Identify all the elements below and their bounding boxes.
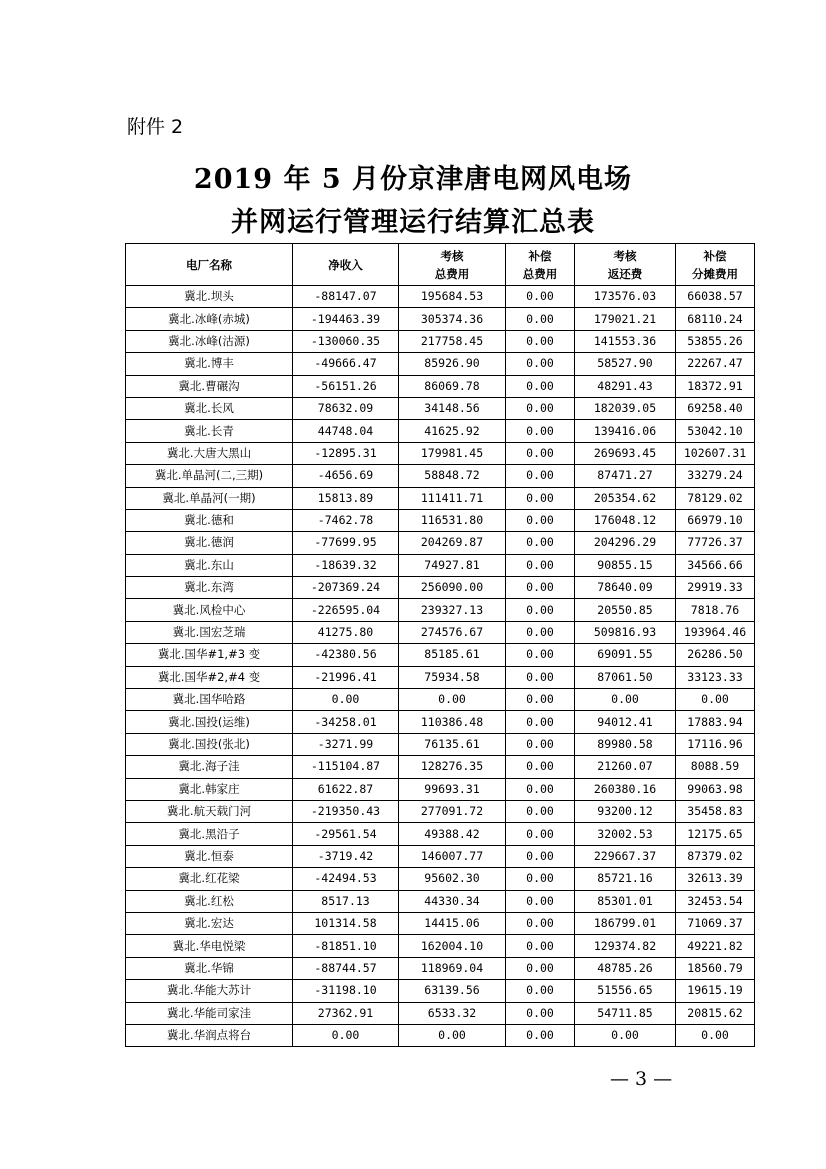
column-header-plant-name bbox=[126, 244, 293, 286]
document-title-line1: 2019 年 5 月份京津唐电网风电场 bbox=[193, 164, 633, 195]
cell-assessment-total: 217758.45 bbox=[399, 330, 506, 352]
cell-compensation-total: 0.00 bbox=[506, 554, 575, 576]
cell-net-income: -21996.41 bbox=[293, 666, 399, 688]
cell-net-income: 27362.91 bbox=[293, 1002, 399, 1024]
cell-assessment-total: 58848.72 bbox=[399, 465, 506, 487]
cell-plant-name: 冀北.博丰 bbox=[126, 353, 293, 375]
cell-plant-name: 冀北.冰峰(赤城) bbox=[126, 308, 293, 330]
cell-compensation-total: 0.00 bbox=[506, 397, 575, 419]
cell-net-income: -18639.32 bbox=[293, 554, 399, 576]
cell-assessment-total: 34148.56 bbox=[399, 397, 506, 419]
cell-compensation-share: 19615.19 bbox=[676, 980, 755, 1002]
cell-assessment-refund: 509816.93 bbox=[575, 621, 676, 643]
cell-compensation-share: 0.00 bbox=[676, 689, 755, 711]
table-row bbox=[126, 733, 755, 755]
cell-plant-name: 冀北.曹碾沟 bbox=[126, 375, 293, 397]
column-header-compensation-total bbox=[506, 244, 575, 286]
cell-assessment-total: 74927.81 bbox=[399, 554, 506, 576]
cell-plant-name: 冀北.国投(张北) bbox=[126, 733, 293, 755]
table-row bbox=[126, 599, 755, 621]
cell-compensation-share: 35458.83 bbox=[676, 800, 755, 822]
cell-net-income: -49666.47 bbox=[293, 353, 399, 375]
table-row bbox=[126, 330, 755, 352]
cell-assessment-total: 118969.04 bbox=[399, 957, 506, 979]
cell-plant-name: 冀北.航天载门河 bbox=[126, 800, 293, 822]
cell-net-income: -29561.54 bbox=[293, 823, 399, 845]
table-row bbox=[126, 308, 755, 330]
cell-assessment-total: 277091.72 bbox=[399, 800, 506, 822]
cell-compensation-share: 0.00 bbox=[676, 1024, 755, 1046]
cell-assessment-refund: 204296.29 bbox=[575, 532, 676, 554]
cell-compensation-total: 0.00 bbox=[506, 375, 575, 397]
cell-assessment-refund: 269693.45 bbox=[575, 442, 676, 464]
column-header-line1: 补偿 bbox=[703, 248, 727, 263]
cell-net-income: -130060.35 bbox=[293, 330, 399, 352]
table-row bbox=[126, 957, 755, 979]
cell-compensation-total: 0.00 bbox=[506, 935, 575, 957]
cell-compensation-share: 17883.94 bbox=[676, 711, 755, 733]
cell-compensation-share: 32613.39 bbox=[676, 868, 755, 890]
cell-assessment-total: 204269.87 bbox=[399, 532, 506, 554]
cell-assessment-refund: 260380.16 bbox=[575, 778, 676, 800]
cell-assessment-total: 85926.90 bbox=[399, 353, 506, 375]
cell-compensation-total: 0.00 bbox=[506, 689, 575, 711]
cell-net-income: -88744.57 bbox=[293, 957, 399, 979]
cell-plant-name: 冀北.德和 bbox=[126, 509, 293, 531]
table-row bbox=[126, 577, 755, 599]
cell-assessment-refund: 186799.01 bbox=[575, 912, 676, 934]
cell-assessment-total: 116531.80 bbox=[399, 509, 506, 531]
cell-assessment-total: 110386.48 bbox=[399, 711, 506, 733]
cell-compensation-share: 26286.50 bbox=[676, 644, 755, 666]
cell-assessment-refund: 90855.15 bbox=[575, 554, 676, 576]
cell-net-income: 41275.80 bbox=[293, 621, 399, 643]
table-row bbox=[126, 487, 755, 509]
cell-assessment-refund: 78640.09 bbox=[575, 577, 676, 599]
cell-net-income: -4656.69 bbox=[293, 465, 399, 487]
cell-compensation-share: 20815.62 bbox=[676, 1002, 755, 1024]
cell-compensation-share: 8088.59 bbox=[676, 756, 755, 778]
cell-net-income: -42380.56 bbox=[293, 644, 399, 666]
cell-compensation-total: 0.00 bbox=[506, 1024, 575, 1046]
cell-net-income: -81851.10 bbox=[293, 935, 399, 957]
cell-assessment-refund: 141553.36 bbox=[575, 330, 676, 352]
cell-net-income: -115104.87 bbox=[293, 756, 399, 778]
cell-compensation-total: 0.00 bbox=[506, 487, 575, 509]
cell-compensation-share: 78129.02 bbox=[676, 487, 755, 509]
cell-compensation-share: 69258.40 bbox=[676, 397, 755, 419]
table-row bbox=[126, 442, 755, 464]
cell-assessment-refund: 89980.58 bbox=[575, 733, 676, 755]
table-row bbox=[126, 644, 755, 666]
cell-plant-name: 冀北.红花梁 bbox=[126, 868, 293, 890]
table-row bbox=[126, 1002, 755, 1024]
cell-compensation-share: 49221.82 bbox=[676, 935, 755, 957]
table-row bbox=[126, 465, 755, 487]
cell-plant-name: 冀北.长风 bbox=[126, 397, 293, 419]
cell-assessment-total: 256090.00 bbox=[399, 577, 506, 599]
cell-compensation-share: 99063.98 bbox=[676, 778, 755, 800]
table-row bbox=[126, 890, 755, 912]
cell-plant-name: 冀北.宏达 bbox=[126, 912, 293, 934]
cell-assessment-refund: 129374.82 bbox=[575, 935, 676, 957]
column-header-assessment-total bbox=[399, 244, 506, 286]
cell-compensation-share: 22267.47 bbox=[676, 353, 755, 375]
table-row bbox=[126, 420, 755, 442]
cell-net-income: -3719.42 bbox=[293, 845, 399, 867]
cell-plant-name: 冀北.华润点将台 bbox=[126, 1024, 293, 1046]
cell-compensation-total: 0.00 bbox=[506, 644, 575, 666]
cell-net-income: 15813.89 bbox=[293, 487, 399, 509]
cell-assessment-refund: 93200.12 bbox=[575, 800, 676, 822]
cell-plant-name: 冀北.国投(运维) bbox=[126, 711, 293, 733]
cell-assessment-total: 128276.35 bbox=[399, 756, 506, 778]
cell-compensation-total: 0.00 bbox=[506, 733, 575, 755]
cell-plant-name: 冀北.国华#2,#4 变 bbox=[126, 666, 293, 688]
cell-compensation-share: 34566.66 bbox=[676, 554, 755, 576]
cell-assessment-total: 0.00 bbox=[399, 689, 506, 711]
column-header-line1: 净收入 bbox=[328, 257, 363, 272]
column-header-line1: 补偿 bbox=[528, 248, 552, 263]
cell-compensation-total: 0.00 bbox=[506, 353, 575, 375]
cell-assessment-refund: 32002.53 bbox=[575, 823, 676, 845]
table-row bbox=[126, 554, 755, 576]
attachment-label: 附件 2 bbox=[127, 116, 184, 138]
column-header-line1: 电厂名称 bbox=[186, 257, 232, 272]
cell-plant-name: 冀北.冰峰(沽源) bbox=[126, 330, 293, 352]
cell-compensation-total: 0.00 bbox=[506, 845, 575, 867]
column-header-line2: 返还费 bbox=[607, 266, 643, 281]
cell-net-income: 0.00 bbox=[293, 1024, 399, 1046]
cell-net-income: -194463.39 bbox=[293, 308, 399, 330]
cell-assessment-total: 85185.61 bbox=[399, 644, 506, 666]
cell-plant-name: 冀北.国华哈路 bbox=[126, 689, 293, 711]
cell-assessment-refund: 87061.50 bbox=[575, 666, 676, 688]
cell-assessment-refund: 0.00 bbox=[575, 689, 676, 711]
cell-compensation-share: 53042.10 bbox=[676, 420, 755, 442]
column-header-compensation-share bbox=[676, 244, 755, 286]
column-header-line2: 总费用 bbox=[522, 266, 558, 281]
cell-plant-name: 冀北.东湾 bbox=[126, 577, 293, 599]
cell-plant-name: 冀北.韩家庄 bbox=[126, 778, 293, 800]
cell-net-income: -226595.04 bbox=[293, 599, 399, 621]
column-header-line2: 分摊费用 bbox=[692, 266, 738, 281]
cell-compensation-share: 66038.57 bbox=[676, 286, 755, 308]
cell-compensation-total: 0.00 bbox=[506, 868, 575, 890]
column-header-net-income bbox=[293, 244, 399, 286]
cell-compensation-share: 71069.37 bbox=[676, 912, 755, 934]
cell-compensation-share: 18372.91 bbox=[676, 375, 755, 397]
cell-plant-name: 冀北.华能大苏计 bbox=[126, 980, 293, 1002]
table-row bbox=[126, 980, 755, 1002]
cell-net-income: -77699.95 bbox=[293, 532, 399, 554]
cell-compensation-share: 68110.24 bbox=[676, 308, 755, 330]
cell-compensation-share: 18560.79 bbox=[676, 957, 755, 979]
cell-assessment-refund: 205354.62 bbox=[575, 487, 676, 509]
cell-compensation-total: 0.00 bbox=[506, 823, 575, 845]
cell-assessment-total: 179981.45 bbox=[399, 442, 506, 464]
cell-compensation-share: 87379.02 bbox=[676, 845, 755, 867]
cell-net-income: -219350.43 bbox=[293, 800, 399, 822]
cell-assessment-refund: 20550.85 bbox=[575, 599, 676, 621]
cell-assessment-refund: 54711.85 bbox=[575, 1002, 676, 1024]
cell-assessment-refund: 48785.26 bbox=[575, 957, 676, 979]
cell-plant-name: 冀北.德润 bbox=[126, 532, 293, 554]
cell-plant-name: 冀北.恒泰 bbox=[126, 845, 293, 867]
table-row bbox=[126, 375, 755, 397]
cell-plant-name: 冀北.大唐大黑山 bbox=[126, 442, 293, 464]
cell-net-income: -207369.24 bbox=[293, 577, 399, 599]
cell-assessment-total: 195684.53 bbox=[399, 286, 506, 308]
cell-assessment-total: 111411.71 bbox=[399, 487, 506, 509]
cell-compensation-total: 0.00 bbox=[506, 330, 575, 352]
cell-assessment-total: 44330.34 bbox=[399, 890, 506, 912]
table-row bbox=[126, 1024, 755, 1046]
cell-assessment-refund: 139416.06 bbox=[575, 420, 676, 442]
table-row bbox=[126, 286, 755, 308]
cell-assessment-total: 6533.32 bbox=[399, 1002, 506, 1024]
cell-assessment-refund: 176048.12 bbox=[575, 509, 676, 531]
table-row bbox=[126, 912, 755, 934]
cell-assessment-total: 146007.77 bbox=[399, 845, 506, 867]
column-header-assessment-refund bbox=[575, 244, 676, 286]
cell-plant-name: 冀北.长青 bbox=[126, 420, 293, 442]
cell-compensation-total: 0.00 bbox=[506, 599, 575, 621]
cell-net-income: 101314.58 bbox=[293, 912, 399, 934]
cell-assessment-total: 49388.42 bbox=[399, 823, 506, 845]
cell-compensation-total: 0.00 bbox=[506, 756, 575, 778]
cell-compensation-total: 0.00 bbox=[506, 308, 575, 330]
cell-compensation-share: 66979.10 bbox=[676, 509, 755, 531]
cell-compensation-total: 0.00 bbox=[506, 980, 575, 1002]
cell-compensation-total: 0.00 bbox=[506, 420, 575, 442]
table-row bbox=[126, 353, 755, 375]
cell-assessment-refund: 182039.05 bbox=[575, 397, 676, 419]
table-row bbox=[126, 823, 755, 845]
cell-compensation-total: 0.00 bbox=[506, 778, 575, 800]
cell-compensation-total: 0.00 bbox=[506, 666, 575, 688]
cell-compensation-total: 0.00 bbox=[506, 957, 575, 979]
cell-compensation-total: 0.00 bbox=[506, 890, 575, 912]
cell-net-income: -56151.26 bbox=[293, 375, 399, 397]
cell-compensation-total: 0.00 bbox=[506, 1002, 575, 1024]
settlement-table bbox=[125, 243, 755, 1047]
cell-assessment-refund: 229667.37 bbox=[575, 845, 676, 867]
cell-plant-name: 冀北.坝头 bbox=[126, 286, 293, 308]
cell-plant-name: 冀北.风检中心 bbox=[126, 599, 293, 621]
cell-assessment-refund: 0.00 bbox=[575, 1024, 676, 1046]
cell-compensation-total: 0.00 bbox=[506, 286, 575, 308]
column-header-line2: 总费用 bbox=[434, 266, 470, 281]
cell-assessment-total: 99693.31 bbox=[399, 778, 506, 800]
cell-assessment-total: 95602.30 bbox=[399, 868, 506, 890]
cell-compensation-total: 0.00 bbox=[506, 465, 575, 487]
cell-compensation-share: 12175.65 bbox=[676, 823, 755, 845]
column-header-line1: 考核 bbox=[613, 248, 637, 263]
cell-assessment-total: 75934.58 bbox=[399, 666, 506, 688]
cell-compensation-total: 0.00 bbox=[506, 912, 575, 934]
cell-assessment-refund: 48291.43 bbox=[575, 375, 676, 397]
cell-assessment-refund: 51556.65 bbox=[575, 980, 676, 1002]
cell-plant-name: 冀北.黑沿子 bbox=[126, 823, 293, 845]
document-title-line2: 并网运行管理运行结算汇总表 bbox=[231, 207, 595, 238]
table-row bbox=[126, 800, 755, 822]
cell-plant-name: 冀北.单晶河(二,三期) bbox=[126, 465, 293, 487]
cell-compensation-share: 193964.46 bbox=[676, 621, 755, 643]
table-row bbox=[126, 868, 755, 890]
cell-compensation-total: 0.00 bbox=[506, 532, 575, 554]
cell-net-income: 0.00 bbox=[293, 689, 399, 711]
cell-compensation-total: 0.00 bbox=[506, 711, 575, 733]
cell-assessment-total: 86069.78 bbox=[399, 375, 506, 397]
table-row bbox=[126, 711, 755, 733]
cell-net-income: -12895.31 bbox=[293, 442, 399, 464]
cell-compensation-total: 0.00 bbox=[506, 800, 575, 822]
cell-assessment-total: 41625.92 bbox=[399, 420, 506, 442]
table-row bbox=[126, 509, 755, 531]
cell-assessment-refund: 94012.41 bbox=[575, 711, 676, 733]
table-row bbox=[126, 666, 755, 688]
table-row bbox=[126, 532, 755, 554]
cell-net-income: 44748.04 bbox=[293, 420, 399, 442]
cell-net-income: -34258.01 bbox=[293, 711, 399, 733]
cell-plant-name: 冀北.华电悦梁 bbox=[126, 935, 293, 957]
cell-compensation-share: 102607.31 bbox=[676, 442, 755, 464]
cell-plant-name: 冀北.国宏芝瑞 bbox=[126, 621, 293, 643]
cell-assessment-total: 63139.56 bbox=[399, 980, 506, 1002]
cell-compensation-share: 77726.37 bbox=[676, 532, 755, 554]
table-row bbox=[126, 621, 755, 643]
cell-compensation-share: 29919.33 bbox=[676, 577, 755, 599]
table-row bbox=[126, 689, 755, 711]
cell-assessment-total: 239327.13 bbox=[399, 599, 506, 621]
cell-assessment-refund: 179021.21 bbox=[575, 308, 676, 330]
cell-assessment-total: 162004.10 bbox=[399, 935, 506, 957]
cell-plant-name: 冀北.单晶河(一期) bbox=[126, 487, 293, 509]
cell-assessment-refund: 85721.16 bbox=[575, 868, 676, 890]
cell-net-income: -31198.10 bbox=[293, 980, 399, 1002]
cell-assessment-refund: 173576.03 bbox=[575, 286, 676, 308]
cell-assessment-refund: 21260.07 bbox=[575, 756, 676, 778]
cell-assessment-refund: 87471.27 bbox=[575, 465, 676, 487]
cell-assessment-refund: 58527.90 bbox=[575, 353, 676, 375]
header-row bbox=[126, 244, 755, 286]
cell-assessment-total: 14415.06 bbox=[399, 912, 506, 934]
cell-assessment-refund: 85301.01 bbox=[575, 890, 676, 912]
table-row bbox=[126, 845, 755, 867]
cell-compensation-total: 0.00 bbox=[506, 577, 575, 599]
page-number: — 3 — bbox=[610, 1068, 673, 1090]
table-row bbox=[126, 778, 755, 800]
table-body bbox=[126, 286, 755, 1047]
cell-net-income: 78632.09 bbox=[293, 397, 399, 419]
cell-net-income: -42494.53 bbox=[293, 868, 399, 890]
cell-assessment-total: 0.00 bbox=[399, 1024, 506, 1046]
cell-plant-name: 冀北.国华#1,#3 变 bbox=[126, 644, 293, 666]
cell-assessment-total: 76135.61 bbox=[399, 733, 506, 755]
cell-net-income: 8517.13 bbox=[293, 890, 399, 912]
cell-plant-name: 冀北.红松 bbox=[126, 890, 293, 912]
cell-net-income: -7462.78 bbox=[293, 509, 399, 531]
column-header-line1: 考核 bbox=[440, 248, 464, 263]
cell-compensation-share: 17116.96 bbox=[676, 733, 755, 755]
cell-compensation-share: 32453.54 bbox=[676, 890, 755, 912]
cell-compensation-total: 0.00 bbox=[506, 621, 575, 643]
cell-compensation-share: 53855.26 bbox=[676, 330, 755, 352]
cell-assessment-total: 274576.67 bbox=[399, 621, 506, 643]
table-row bbox=[126, 756, 755, 778]
table-row bbox=[126, 935, 755, 957]
cell-plant-name: 冀北.东山 bbox=[126, 554, 293, 576]
cell-net-income: 61622.87 bbox=[293, 778, 399, 800]
cell-plant-name: 冀北.华锦 bbox=[126, 957, 293, 979]
table-header bbox=[126, 244, 755, 286]
cell-plant-name: 冀北.海子洼 bbox=[126, 756, 293, 778]
cell-assessment-total: 305374.36 bbox=[399, 308, 506, 330]
cell-net-income: -88147.07 bbox=[293, 286, 399, 308]
cell-net-income: -3271.99 bbox=[293, 733, 399, 755]
cell-assessment-refund: 69091.55 bbox=[575, 644, 676, 666]
table-row bbox=[126, 397, 755, 419]
cell-plant-name: 冀北.华能司家洼 bbox=[126, 1002, 293, 1024]
cell-compensation-share: 7818.76 bbox=[676, 599, 755, 621]
cell-compensation-share: 33123.33 bbox=[676, 666, 755, 688]
cell-compensation-total: 0.00 bbox=[506, 509, 575, 531]
cell-compensation-share: 33279.24 bbox=[676, 465, 755, 487]
cell-compensation-total: 0.00 bbox=[506, 442, 575, 464]
